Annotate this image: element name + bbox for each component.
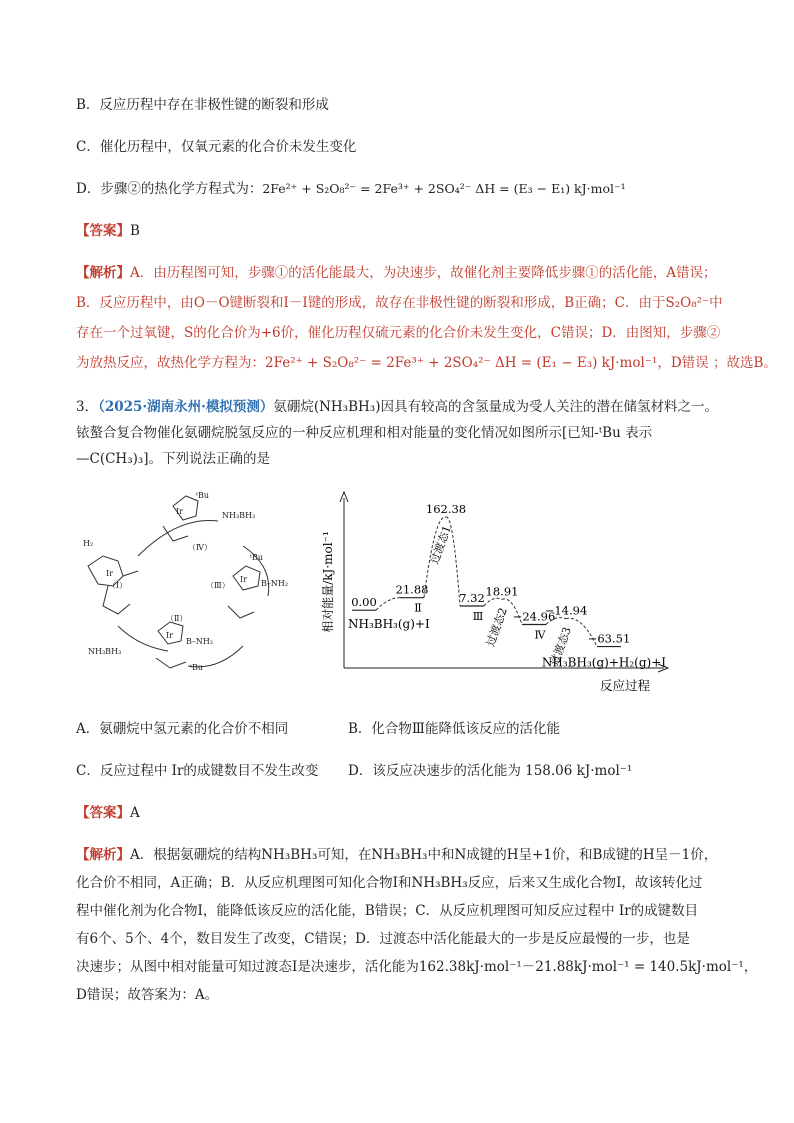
state-name-label-3: Ⅲ [472,610,484,624]
energy-value-label-2: 162.38 [425,502,467,517]
energy-value-label-1: 21.88 [395,582,429,597]
q2-option-c: C．催化历程中，仅氧元素的化合价未发生变化 [76,139,357,155]
q2-analysis-line-4: 为放热反应，故热化学方程为：2Fe²⁺ + S₂O₈²⁻ = 2Fe³⁺ + 2SO₄²⁻ ΔH = (E₁ − E₃) kJ·mol⁻¹，D错误 ；故选B。 [76,355,777,371]
energy-connector-0 [376,598,400,611]
q2-analysis-text-1: A．由历程图可知，步骤①的活化能最大，为决速步，故催化剂主要降低步骤①的活化能，A错误； [130,265,717,281]
q2-option-d-prefix: D．步骤②的热化学方程式为： [76,181,263,197]
state-name-label-5: Ⅳ [534,628,546,642]
tbu-label-ii: ᵗBu [190,663,204,672]
nh3bh3-in-top: NH₃BH₃ [222,511,256,520]
mechanism-diagram [78,486,318,690]
q3-line-1 [76,397,718,417]
nh3bh3-in-bottom: NH₃BH₃ [88,647,122,656]
q2-answer [76,221,140,241]
x-axis-label: 反应过程 [599,678,650,693]
analysis-tag: 【解析】 [76,265,130,281]
q2-analysis-line-3: 存在一个过氧键，S的化合价为+6价，催化历程仅硫元素的化合价未发生变化，C错误；D．由图知，步骤② [76,325,721,341]
energy-profile-chart [321,488,678,696]
q3-text-1: 氨硼烷(NH₃BH₃)因具有较高的含氢量成为受人关注的潜在储氢材料之一。 [273,399,718,415]
state-name-label-6: 过渡态3 [547,625,574,668]
answer-tag: 【答案】 [76,805,130,821]
tbu-label-iii: ᵗBu [250,553,264,562]
h2-out: H₂ [83,539,94,548]
q2-option-b: B．反应历程中存在非极性键的断裂和形成 [76,97,329,113]
q3-analysis-text-1: A．根据氨硼烷的结构NH₃BH₃可知，在NH₃BH₃中和N成键的H呈+1价，和B成键的H呈－1价， [130,847,718,863]
energy-connector-3 [484,598,502,606]
q3-answer [76,803,140,823]
q3-analysis-line-4: 有6个、5个、4个，数目发生了改变，C错误；D．过渡态中活化能最大的一步是反应最慢的一步，也是 [76,931,690,947]
q3-option-c: C．反应过程中 Ir的成键数目不发生改变 [76,763,319,779]
energy-value-label-4: 18.91 [485,584,519,599]
q3-option-a: A．氨硼烷中氢元素的化合价不相同 [76,721,289,737]
q3-analysis-line-5: 决速步；从图中相对能量可知过渡态Ⅰ是决速步，活化能为162.38kJ·mol⁻¹－21.88kJ·mol⁻¹ = 140.5kJ·mol⁻¹， [76,959,758,975]
y-axis-label: 相对能量/kJ·mol⁻¹ [321,531,335,633]
start-state-label: NH₃BH₃(g)+Ⅰ [348,617,430,632]
q3-analysis-line-1 [76,845,717,865]
q3-line-3: —C(CH₃)₃]。下列说法正确的是 [76,451,271,467]
energy-value-label-7: −63.51 [587,631,631,646]
answer-tag: 【答案】 [76,223,130,239]
energy-value-label-5: −24.96 [512,609,556,624]
cycle-arrow-bottom-left [118,626,168,651]
complex-ii-label: （Ⅱ） [166,614,188,623]
ir-label-iv: Ir [176,507,183,516]
ir-label-iii: Ir [240,575,247,584]
end-state-label: NH₃BH₃(g)+H₂(g)+Ⅰ [541,655,666,670]
tbu-label-iv: ᵗBu [196,491,210,500]
energy-value-label-0: 0.00 [351,595,377,610]
hb-label-iii: B–NH₂ [261,579,289,588]
q2-option-d-equation: 2Fe²⁺ + S₂O₈²⁻ = 2Fe³⁺ + 2SO₄²⁻ ΔH = (E₃ − E₁) kJ·mol⁻¹ [262,181,626,196]
answer-value: A [130,805,140,821]
state-name-label-1: Ⅱ [414,601,422,615]
state-name-label-4: 过渡态2 [483,605,510,648]
q3-analysis-line-2: 化合价不相同，A正确；B．从反应机理图可知化合物Ⅰ和NH₃BH₃反应，后来又生成化合物Ⅰ，故该转化过 [76,875,703,891]
q2-option-d [76,179,626,199]
q2-analysis-line-2: B．反应历程中，由O－O键断裂和I－I键的形成，故存在非极性键的断裂和形成，B正确；C．由于S₂O₈²⁻中 [76,295,723,311]
ir-label-i: Ir [106,569,113,578]
q3-option-b: B．化合物Ⅲ能降低该反应的活化能 [348,721,560,737]
energy-value-label-6: −14.94 [544,603,588,618]
q3-source: （2025·湖南永州·模拟预测） [98,399,274,415]
complex-iii-label: （Ⅲ） [206,581,230,590]
q3-analysis-line-6: D错误；故答案为：A。 [76,987,219,1003]
energy-value-label-3: 7.32 [459,591,485,606]
ir-label-ii: Ir [166,631,173,640]
q2-analysis-line-1 [76,263,717,283]
complex-i-label: （Ⅰ） [108,581,128,590]
q3-analysis-line-3: 程中催化剂为化合物Ⅰ，能降低该反应的活化能，B错误；C．从反应机理图可知反应过程中 Ir的成键数目 [76,903,699,919]
q3-line-2: 铱螯合复合物催化氨硼烷脱氢反应的一种反应机理和相对能量的变化情况如图所示[已知-ᵗBu 表示 [76,425,653,441]
analysis-tag: 【解析】 [76,847,130,863]
q3-number: 3． [76,399,99,415]
hb-label-ii: B–NH₂ [186,637,214,646]
complex-iv-label: （Ⅳ） [188,543,212,552]
answer-value: B [130,223,140,239]
state-name-label-2: 过渡态1 [427,523,454,566]
q3-option-d: D．该反应决速步的活化能为 158.06 kJ·mol⁻¹ [348,763,633,779]
